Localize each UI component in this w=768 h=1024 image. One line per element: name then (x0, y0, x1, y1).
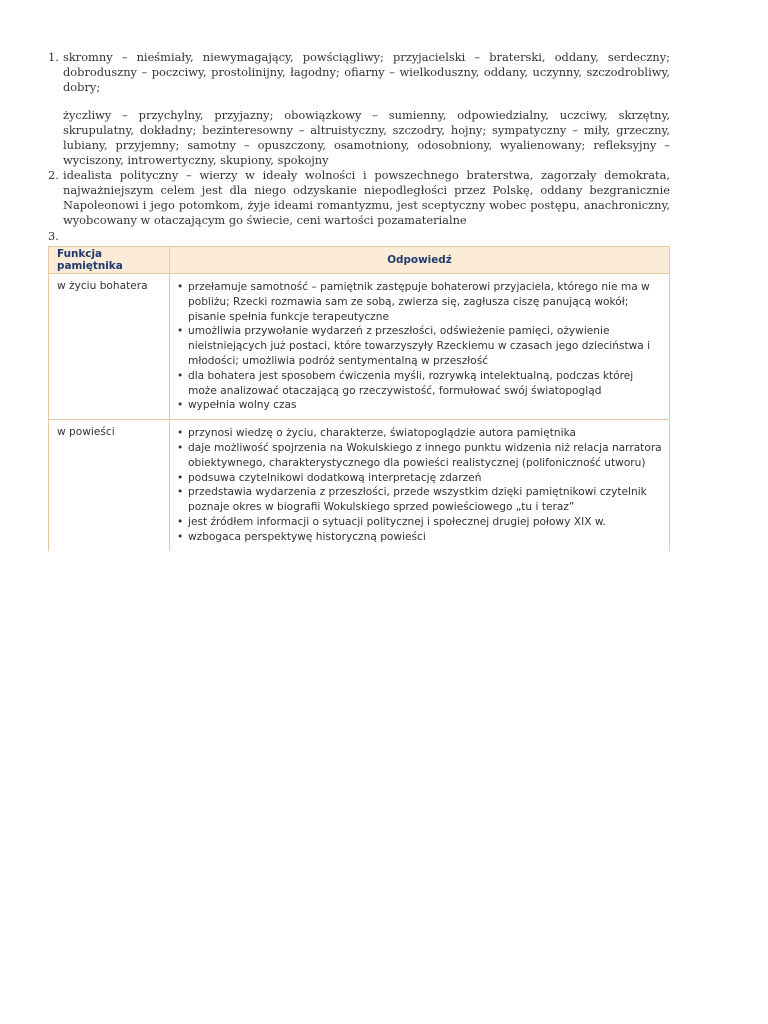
list-item: • przedstawia wydarzenia z przeszłości, przede wszystkim dzięki pamiętnikowi czytelnik poznaje okres w biografii Wokulskiego sprzed powieściowego „tu i teraz” (176, 485, 663, 515)
list-item: • dla bohatera jest sposobem ćwiczenia myśli, rozrywką intelektualną, podczas której może analizować otaczającą go rzeczywistość, formułować swój światopogląd (176, 369, 663, 399)
row-label: w powieści (49, 420, 170, 551)
column-header-answer: Odpowiedź (170, 247, 670, 274)
characterization-paragraph: idealista polityczny – wierzy w ideały wolności i powszechnego braterstwa, zagorzały demokrata, najważniejszym celem jest dla niego odzyskanie niepodległości przez Polskę, oddany bezgranicznie Napoleonowi i jego potomkom, żyje ideami romantyzmu, jest sceptyczny wobec postępu, anachroniczny, wyobcowany w otaczającym go świecie, ceni wartości pozamaterialne (63, 168, 670, 227)
row-label: w życiu bohatera (49, 274, 170, 420)
table-row (49, 420, 670, 551)
diary-functions-table (48, 246, 670, 551)
list-item: • wzbogaca perspektywę historyczną powieści (176, 530, 663, 545)
list-item: • daje możliwość spojrzenia na Wokulskiego z innego punktu widzenia niż relacja narratora obiektywnego, charakterystycznego dla powieści realistycznej (polifoniczność utworu) (176, 441, 663, 471)
row-answers (170, 420, 670, 551)
list-item: • przełamuje samotność – pamiętnik zastępuje bohaterowi przyjaciela, którego nie ma w pobliżu; Rzecki rozmawia sam ze sobą, zwierza się, zagłusza ciszę panującą wokół; pisanie spełnia funkcje terapeutyczne (176, 280, 663, 324)
synonyms-paragraph-2: życzliwy – przychylny, przyjazny; obowiązkowy – sumienny, odpowiedzialny, uczciwy, skrzętny, skrupulatny, dokładny; bezinteresowny – altruistyczny, szczodry, hojny; sympatyczny – miły, grzeczny, lubiany, przyjemny; samotny – opuszczony, osamotniony, odosobniony, wyalienowany; refleksyjny – wyciszony, introwertyczny, skupiony, spokojny (63, 108, 670, 167)
table-header-row (49, 247, 670, 274)
answer-item-2 (48, 168, 670, 228)
row-answers (170, 274, 670, 420)
column-header-function: Funkcja pamiętnika (49, 247, 170, 274)
list-item: • przynosi wiedzę o życiu, charakterze, światopoglądzie autora pamiętnika (176, 426, 663, 441)
item-number: 2. (48, 168, 59, 182)
list-item: • podsuwa czytelnikowi dodatkową interpretację zdarzeń (176, 471, 663, 486)
synonyms-paragraph-1: skromny – nieśmiały, niewymagający, powściągliwy; przyjacielski – braterski, oddany, serdeczny; dobroduszny – poczciwy, prostolinijny, łagodny; ofiarny – wielkoduszny, oddany, uczynny, szczodrobliwy, dobry; (63, 50, 670, 94)
answer-item-3 (48, 229, 670, 244)
list-item: • umożliwia przywołanie wydarzeń z przeszłości, odświeżenie pamięci, ożywienie nieistniejących już postaci, które towarzyszyły Rzeckiemu w czasach jego dzieciństwa i młodości; umożliwia podróż sentymentalną w przeszłość (176, 324, 663, 368)
list-item: • jest źródłem informacji o sytuacji politycznej i społecznej drugiej połowy XIX w. (176, 515, 663, 530)
answer-item-1 (48, 50, 670, 168)
list-item: • wypełnia wolny czas (176, 398, 663, 413)
item-number: 1. (48, 50, 59, 64)
item-number: 3. (48, 229, 59, 243)
table-row (49, 274, 670, 420)
answer-key-page (48, 50, 670, 551)
